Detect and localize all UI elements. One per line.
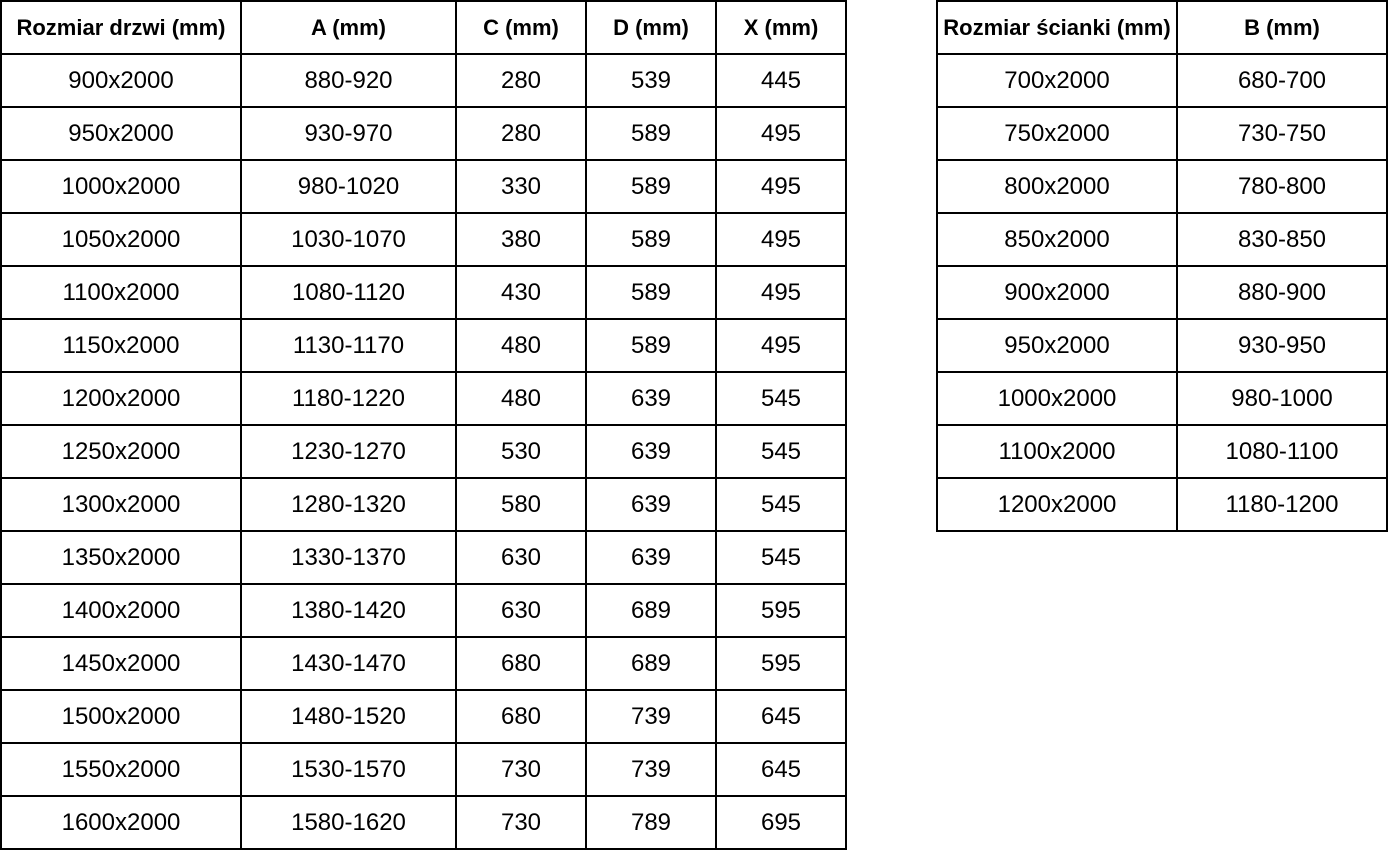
table-row bbox=[1, 266, 846, 319]
door-table-cell: 545 bbox=[716, 478, 846, 531]
door-table-cell: 480 bbox=[456, 372, 586, 425]
door-table-cell: 1030-1070 bbox=[241, 213, 456, 266]
wall-table-cell: 830-850 bbox=[1177, 213, 1387, 266]
door-table-cell: 1230-1270 bbox=[241, 425, 456, 478]
door-table-cell: 1580-1620 bbox=[241, 796, 456, 849]
door-table-cell: 589 bbox=[586, 107, 716, 160]
door-table-header: X (mm) bbox=[716, 1, 846, 54]
door-table-cell: 539 bbox=[586, 54, 716, 107]
door-table-cell: 280 bbox=[456, 107, 586, 160]
wall-table-header: Rozmiar ścianki (mm) bbox=[937, 1, 1177, 54]
door-table-cell: 639 bbox=[586, 425, 716, 478]
table-row bbox=[1, 584, 846, 637]
table-row bbox=[937, 266, 1387, 319]
table-row bbox=[937, 213, 1387, 266]
door-table-cell: 1530-1570 bbox=[241, 743, 456, 796]
wall-table-cell: 900x2000 bbox=[937, 266, 1177, 319]
wall-table-cell: 700x2000 bbox=[937, 54, 1177, 107]
door-table-cell: 1200x2000 bbox=[1, 372, 241, 425]
wall-table-cell: 1000x2000 bbox=[937, 372, 1177, 425]
table-row bbox=[937, 107, 1387, 160]
wall-table-cell: 850x2000 bbox=[937, 213, 1177, 266]
door-table-cell: 495 bbox=[716, 107, 846, 160]
door-table-cell: 645 bbox=[716, 743, 846, 796]
wall-table-header: B (mm) bbox=[1177, 1, 1387, 54]
door-table-cell: 639 bbox=[586, 372, 716, 425]
table-row bbox=[937, 160, 1387, 213]
wall-table-cell: 1100x2000 bbox=[937, 425, 1177, 478]
table-row bbox=[1, 531, 846, 584]
door-table-cell: 730 bbox=[456, 743, 586, 796]
door-table-cell: 530 bbox=[456, 425, 586, 478]
door-table-cell: 730 bbox=[456, 796, 586, 849]
door-table-cell: 495 bbox=[716, 160, 846, 213]
door-table-cell: 1430-1470 bbox=[241, 637, 456, 690]
door-table-cell: 680 bbox=[456, 637, 586, 690]
table-row bbox=[1, 372, 846, 425]
door-table-cell: 595 bbox=[716, 584, 846, 637]
wall-table-cell: 1180-1200 bbox=[1177, 478, 1387, 531]
door-table-cell: 1550x2000 bbox=[1, 743, 241, 796]
door-table-cell: 545 bbox=[716, 531, 846, 584]
door-table-cell: 1130-1170 bbox=[241, 319, 456, 372]
door-table-cell: 1480-1520 bbox=[241, 690, 456, 743]
door-table-cell: 1350x2000 bbox=[1, 531, 241, 584]
table-row bbox=[1, 637, 846, 690]
door-table-cell: 589 bbox=[586, 160, 716, 213]
table-row bbox=[1, 796, 846, 849]
table-row bbox=[1, 425, 846, 478]
door-table-cell: 695 bbox=[716, 796, 846, 849]
door-table-header: D (mm) bbox=[586, 1, 716, 54]
door-table-cell: 1330-1370 bbox=[241, 531, 456, 584]
door-table-cell: 1280-1320 bbox=[241, 478, 456, 531]
wall-table-cell: 800x2000 bbox=[937, 160, 1177, 213]
door-table-cell: 589 bbox=[586, 213, 716, 266]
door-table-cell: 589 bbox=[586, 266, 716, 319]
door-table-header: C (mm) bbox=[456, 1, 586, 54]
door-table-cell: 430 bbox=[456, 266, 586, 319]
door-table-cell: 630 bbox=[456, 531, 586, 584]
door-table-cell: 1300x2000 bbox=[1, 478, 241, 531]
table-row bbox=[1, 319, 846, 372]
door-table-cell: 739 bbox=[586, 743, 716, 796]
door-table-cell: 639 bbox=[586, 531, 716, 584]
door-table-cell: 445 bbox=[716, 54, 846, 107]
door-table-cell: 589 bbox=[586, 319, 716, 372]
table-row bbox=[937, 478, 1387, 531]
door-table-cell: 1050x2000 bbox=[1, 213, 241, 266]
wall-table-header-row bbox=[937, 1, 1387, 54]
wall-table-cell: 680-700 bbox=[1177, 54, 1387, 107]
door-table-cell: 1450x2000 bbox=[1, 637, 241, 690]
table-row bbox=[1, 478, 846, 531]
wall-table-cell: 750x2000 bbox=[937, 107, 1177, 160]
wall-size-table bbox=[936, 0, 1388, 532]
door-table-cell: 545 bbox=[716, 425, 846, 478]
door-table-header-row bbox=[1, 1, 846, 54]
table-row bbox=[1, 213, 846, 266]
door-table-cell: 1250x2000 bbox=[1, 425, 241, 478]
door-table-cell: 680 bbox=[456, 690, 586, 743]
door-table-cell: 545 bbox=[716, 372, 846, 425]
door-table-cell: 630 bbox=[456, 584, 586, 637]
door-table-cell: 495 bbox=[716, 213, 846, 266]
door-table-header: Rozmiar drzwi (mm) bbox=[1, 1, 241, 54]
door-table-cell: 880-920 bbox=[241, 54, 456, 107]
table-row bbox=[937, 54, 1387, 107]
door-table-cell: 739 bbox=[586, 690, 716, 743]
table-row bbox=[937, 425, 1387, 478]
wall-table-cell: 950x2000 bbox=[937, 319, 1177, 372]
door-table-cell: 950x2000 bbox=[1, 107, 241, 160]
door-table-cell: 595 bbox=[716, 637, 846, 690]
door-table-cell: 1600x2000 bbox=[1, 796, 241, 849]
door-table-cell: 930-970 bbox=[241, 107, 456, 160]
wall-table-cell: 1200x2000 bbox=[937, 478, 1177, 531]
table-row bbox=[1, 743, 846, 796]
door-table-cell: 1080-1120 bbox=[241, 266, 456, 319]
door-table-cell: 1150x2000 bbox=[1, 319, 241, 372]
door-table-cell: 1400x2000 bbox=[1, 584, 241, 637]
door-table-cell: 330 bbox=[456, 160, 586, 213]
table-row bbox=[1, 690, 846, 743]
door-table-cell: 380 bbox=[456, 213, 586, 266]
door-table-cell: 580 bbox=[456, 478, 586, 531]
door-table-cell: 645 bbox=[716, 690, 846, 743]
door-table-cell: 1180-1220 bbox=[241, 372, 456, 425]
door-table-cell: 480 bbox=[456, 319, 586, 372]
table-row bbox=[1, 160, 846, 213]
door-table-cell: 495 bbox=[716, 319, 846, 372]
table-row bbox=[937, 319, 1387, 372]
door-table-cell: 1100x2000 bbox=[1, 266, 241, 319]
door-table-header: A (mm) bbox=[241, 1, 456, 54]
wall-table-cell: 980-1000 bbox=[1177, 372, 1387, 425]
door-table-cell: 1000x2000 bbox=[1, 160, 241, 213]
door-table-cell: 639 bbox=[586, 478, 716, 531]
wall-table-cell: 780-800 bbox=[1177, 160, 1387, 213]
wall-table-cell: 880-900 bbox=[1177, 266, 1387, 319]
door-table-cell: 689 bbox=[586, 584, 716, 637]
wall-table-cell: 930-950 bbox=[1177, 319, 1387, 372]
door-table-cell: 689 bbox=[586, 637, 716, 690]
door-table-cell: 980-1020 bbox=[241, 160, 456, 213]
door-table-cell: 900x2000 bbox=[1, 54, 241, 107]
door-table-cell: 495 bbox=[716, 266, 846, 319]
wall-table-cell: 1080-1100 bbox=[1177, 425, 1387, 478]
table-row bbox=[1, 54, 846, 107]
door-table-cell: 280 bbox=[456, 54, 586, 107]
door-table-cell: 1380-1420 bbox=[241, 584, 456, 637]
door-table-cell: 1500x2000 bbox=[1, 690, 241, 743]
wall-table-cell: 730-750 bbox=[1177, 107, 1387, 160]
table-row bbox=[1, 107, 846, 160]
door-table-cell: 789 bbox=[586, 796, 716, 849]
table-row bbox=[937, 372, 1387, 425]
